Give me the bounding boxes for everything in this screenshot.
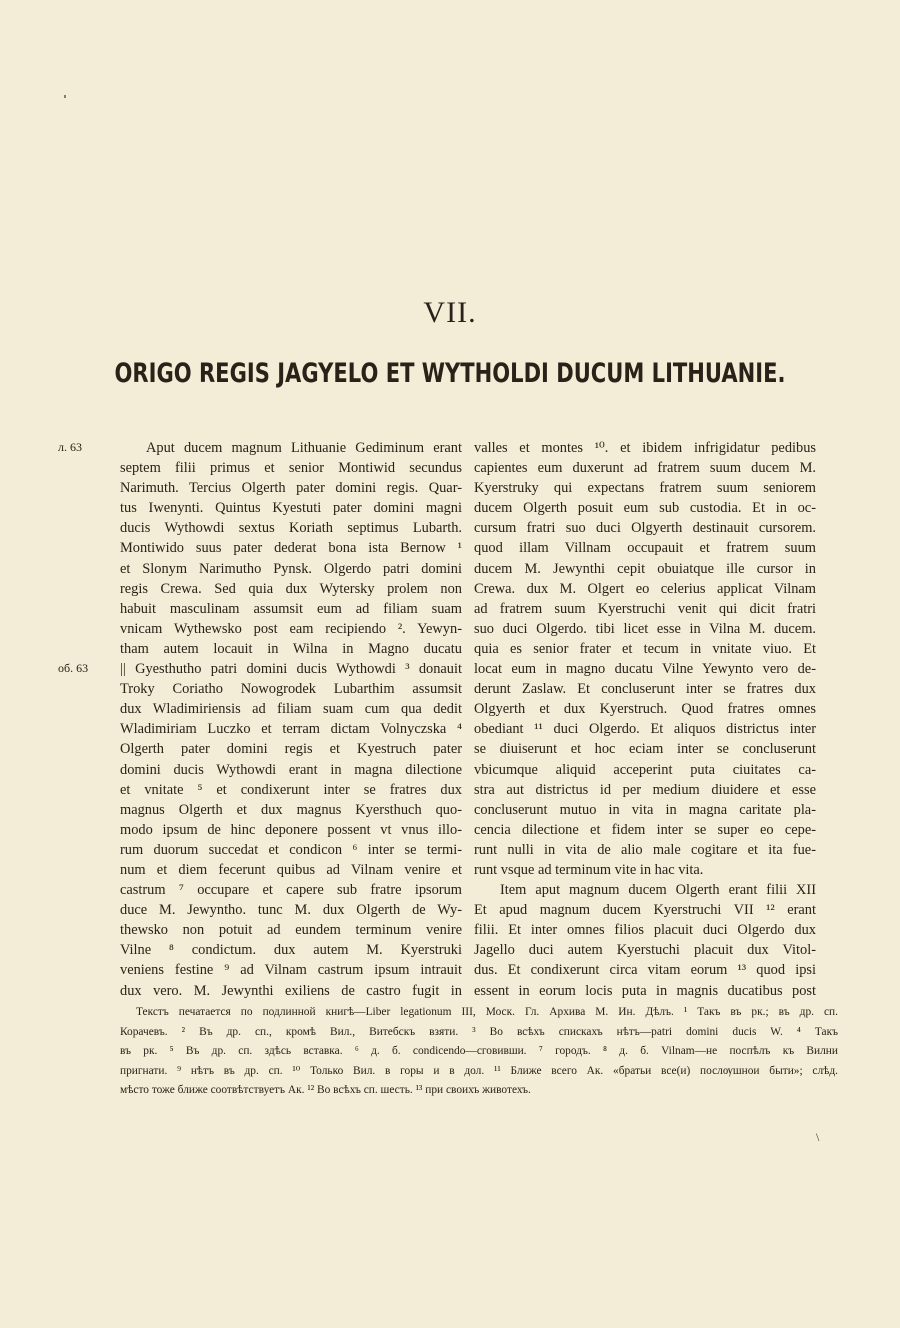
text-line: stra aut districtus id per medium diuidere et esse [474,781,816,798]
text-line: regis Crewa. Sed quia dux Wytersky prolem non [120,580,462,597]
text-line: ad fratrem suum Kyerstruchi venit qui dicit fratri [474,600,816,617]
text-line: locat eum in magno ducatu Vilne Yewynto vero de- [474,661,816,678]
text-line: quod illam Villnam occupauit et fratrem suum [474,540,816,557]
text-line: veniens festine ⁹ ad Vilnam castrum ipsum intrauit [120,962,462,979]
footnote-line: мѣсто тоже ближе соотвѣтствуетъ Ак. ¹² Во всѣхъ сп. шесть. ¹³ при своихъ животехъ. [120,1084,531,1097]
text-line: capientes eum duxerunt ad fratrem suum ducem M. [474,460,816,477]
text-line: rum duorum succedat et condicon ⁶ inter se termi- [120,841,462,858]
right-column [474,438,816,1001]
text-line: Wladimiriam Luczko et terram dictam Volnyczska ⁴ [120,721,462,738]
text-line: obediant ¹¹ duci Olgerdo. Et aliquos districtus inter [474,721,816,738]
text-line: cencia dilectione et fidem inter se super eo cepe- [474,821,816,838]
text-line: Narimuth. Tercius Olgerth pater domini regis. Quar- [120,480,462,497]
margin-folio-ref: л. 63 [58,440,82,454]
ink-mark: \ [816,1130,820,1144]
text-line: Jagello duci autem Kyerstuchi placuit dux Vitol- [474,942,816,959]
text-line: num et diem fecerunt quibus ad Vilnam venire et [120,861,462,878]
text-line: valles et montes ¹⁰. et ibidem infrigidatur pedibus [474,440,816,456]
text-line: Olgyerth et dux Kyerstruch. Quod fratres omnes [474,701,816,718]
text-line: Troky Coriatho Nowogrodek Lubarthim assumsit [120,681,462,698]
text-line: runt nulli in vita de alio male cogitare et ita fue- [474,841,816,858]
text-line: castrum ⁷ occupare et capere sub fratre ipsorum [120,882,462,899]
text-line: et Slonym Narimutho Pynsk. Olgerdo patri domini [120,560,462,577]
text-line: se diuiserunt et hoc eciam inter se concluserunt [474,741,816,758]
footnote-line: Текстъ печатается по подлинной книгѣ—Liber legationum III, Моск. Гл. Архива М. Ин. Дѣлъ. ¹ Такъ въ рк.; въ др. сп. [136,1006,838,1018]
text-line: runt vsque ad terminum vite in hac vita. [474,861,704,878]
text-line: ducem Olgerth posuit eum sub custodia. Et in oc- [474,500,816,517]
ink-speck [64,95,66,98]
text-line: ducem M. Jewynthi cepit obuiatque ille cursor in [474,560,816,577]
text-line: tham autem locauit in Wilna in Magno ducatu [120,640,462,657]
text-line: Vilne ⁸ condictum. dux autem M. Kyerstruki [120,942,462,959]
text-line: || Gyesthutho patri domini ducis Wythowdi ³ donauit [120,661,462,678]
text-line: et vnitate ⁵ et condixerunt inter se fratres dux [120,781,462,798]
text-line: thewsko non potuit ad eundem terminum venire [120,922,462,939]
text-line: essent in eorum locis puta in magnis ducatibus post [474,982,816,999]
text-line: Crewa. dux M. Olgert eo celerius applicat Vilnam [474,580,816,597]
text-line: vbicumque aliquid acceperint puta ciuitates ca- [474,761,816,778]
text-line: Et apud magnum ducem Kyerstruchi VII ¹² erant [474,902,816,919]
footnote-line: Корачевъ. ² Въ др. сп., кромѣ Вил., Витебскъ взяти. ³ Во всѣхъ спискахъ нѣтъ—patri domini ducis W. ⁴ Такъ [120,1025,838,1038]
text-line: dux Wladimiriensis ad filiam suam cum qua dedit [120,701,462,718]
text-line: habuit masculinam assumsit eum ad filiam suam [120,600,462,617]
text-line: ducis Wythowdi sextus Koriath septimus Lubarth. [120,520,462,537]
footnote-line: пригнати. ⁹ нѣтъ въ др. сп. ¹⁰ Только Вил. в горы и в дол. ¹¹ Ближе всего Ак. «братьи все(и) послѹшнои быти»; слѣд. [120,1064,838,1077]
text-line: Kyerstruky qui expectans fratrem suum seniorem [474,480,816,497]
text-line: quia es senior frater et tecum in vnitate viuo. Et [474,640,816,657]
text-line: septem filii primus et senior Montiwid secundus [120,460,462,477]
text-line: Item aput magnum ducem Olgerth erant filii XII [500,882,816,899]
text-line: derunt Zaslaw. Et concluserunt inter se fratres dux [474,681,816,698]
footnote-line: въ рк. ⁵ Въ др. сп. здѣсь вставка. ⁶ д. б. condicendo—сговивши. ⁷ городъ. ⁸ д. б. Vilnam—не поспѣлъ къ Вилни [120,1045,838,1058]
text-line: modo ipsum de hinc deponere possent vt vnus illo- [120,821,462,838]
text-line: tus Iwenynti. Quintus Kyestuti pater domini magni [120,500,462,517]
text-line: dux vero. M. Jewynthi exiliens de castro fugit in [120,982,462,999]
text-line: suo duci Olgerdo. tibi licet esse in Vilna M. ducem. [474,620,816,637]
left-column [120,438,462,1001]
text-line: cursum fratri suo duci Olgyerth destinauit cursorem. [474,520,816,537]
text-line: concluserunt mutuo in vita in magna caritate pla- [474,801,816,818]
footnotes [120,1003,838,1101]
text-line: dus. Et condixerunt circa vitam eorum ¹³ quod ipsi [474,962,816,979]
text-line: vnicam Wythewsko post eam recipiendo ². Yewyn- [120,620,462,637]
text-line: magnus Olgerth et dux magnus Kyersthuch quo- [120,801,462,818]
margin-folio-ref-verso: об. 63 [58,661,89,675]
text-line: Aput ducem magnum Lithuanie Gediminum erant [146,440,462,456]
chapter-title: ORIGO REGIS JAGYELO ET WYTHOLDI DUCUM LITHUANIE. [114,358,786,389]
text-line: filii. Et inter omnes filios placuit duci Olgerdo dux [474,922,816,939]
text-line: Montiwido suus pater dederat bona ista Bernow ¹ [120,540,462,557]
text-line: Olgerth pater domini regis et Kyestruch pater [120,741,462,758]
text-line: duce M. Jewyntho. tunc M. dux Olgerth de Wy- [120,902,462,919]
text-line: domini ducis Wythowdi erant in magna dilectione [120,761,462,778]
chapter-number: VII. [423,296,477,329]
